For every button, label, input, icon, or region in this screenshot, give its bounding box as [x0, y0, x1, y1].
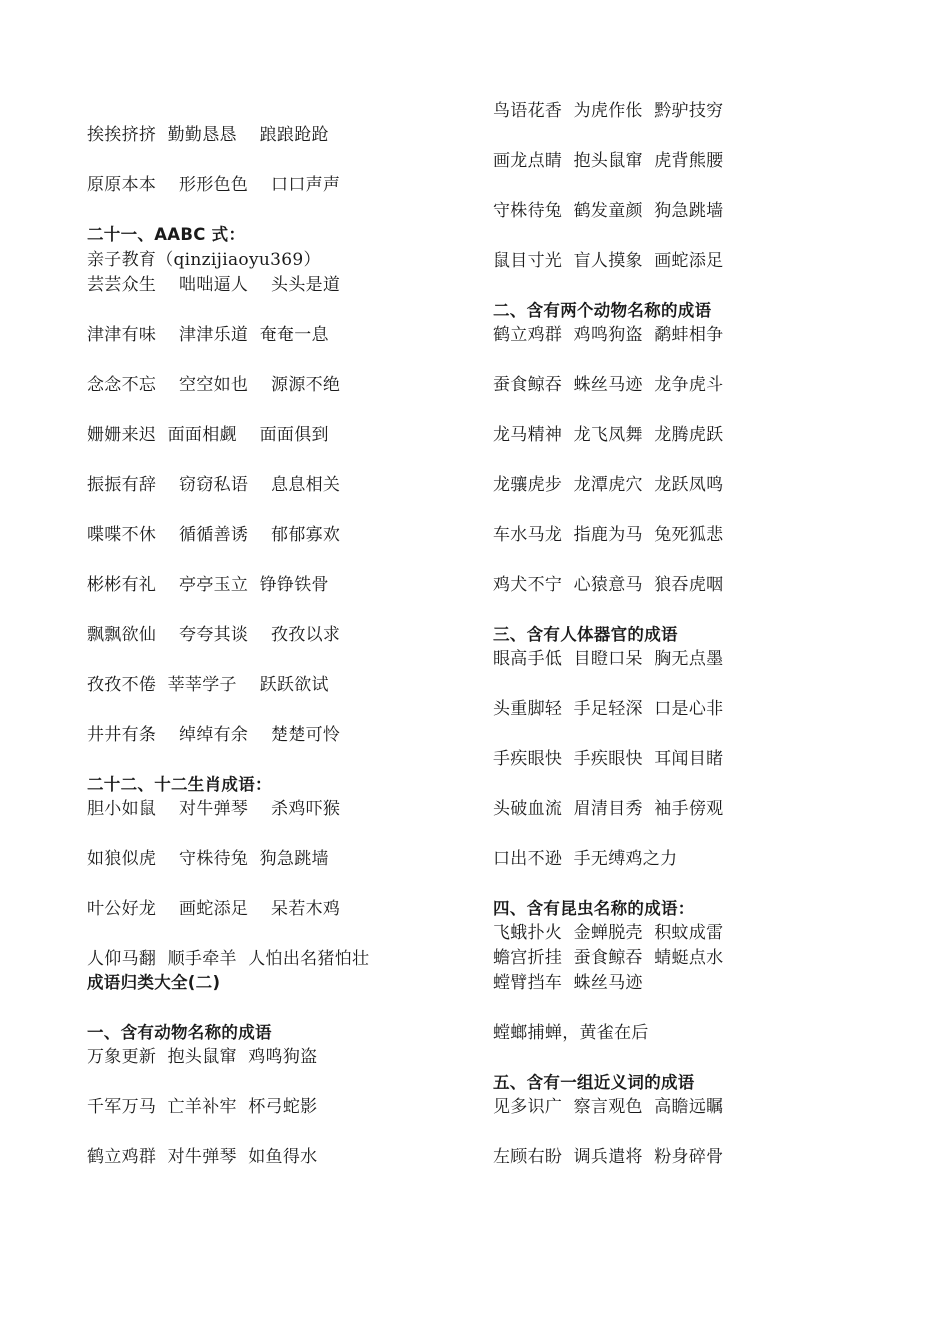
section-heading: 二、含有两个动物名称的成语	[493, 301, 712, 320]
idiom-line: 原原本本 形形色色 口口声声	[87, 175, 341, 195]
idiom-line: 如狼似虎 守株待兔 狗急跳墙	[87, 849, 329, 869]
idiom-line: 津津有味 津津乐道 奄奄一息	[87, 325, 329, 345]
idiom-line: 头破血流 眉清目秀 袖手傍观	[493, 799, 724, 819]
idiom-line: 龙马精神 龙飞凤舞 龙腾虎跃	[493, 425, 724, 445]
idiom-line: 手疾眼快 手疾眼快 耳闻目睹	[493, 749, 724, 769]
idiom-line: 孜孜不倦 莘莘学子 跃跃欲试	[87, 675, 329, 695]
idiom-line: 头重脚轻 手足轻深 口是心非	[493, 699, 724, 719]
idiom-line: 万象更新 抱头鼠窜 鸡鸣狗盗	[87, 1047, 318, 1067]
idiom-line: 龙骧虎步 龙潭虎穴 龙跃凤鸣	[493, 475, 724, 495]
idiom-line: 人仰马翻 顺手牵羊 人怕出名猪怕壮	[87, 949, 370, 969]
idiom-line: 鸡犬不宁 心猿意马 狼吞虎咽	[493, 575, 724, 595]
idiom-line: 螳臂挡车 蛛丝马迹	[493, 973, 643, 993]
idiom-line: 飘飘欲仙 夸夸其谈 孜孜以求	[87, 625, 341, 645]
idiom-line: 蚕食鲸吞 蛛丝马迹 龙争虎斗	[493, 375, 724, 395]
document-title: 成语归类大全(二)	[87, 973, 221, 992]
idiom-line: 飞蛾扑火 金蝉脱壳 积蚊成雷	[493, 923, 724, 943]
idiom-line: 螳螂捕蝉，黄雀在后	[493, 1023, 649, 1043]
section-heading: 四、含有昆虫名称的成语：	[493, 899, 695, 918]
idiom-line: 眼高手低 目瞪口呆 胸无点墨	[493, 649, 724, 669]
section-heading: 二十一、AABC 式：	[87, 225, 246, 244]
idiom-line: 见多识广 察言观色 高瞻远瞩	[493, 1097, 724, 1117]
idiom-line: 画龙点睛 抱头鼠窜 虎背熊腰	[493, 151, 724, 171]
idiom-line: 蟾宫折挂 蚕食鲸吞 蜻蜓点水	[493, 948, 724, 968]
idiom-line: 念念不忘 空空如也 源源不绝	[87, 375, 341, 395]
idiom-line: 千军万马 亡羊补牢 杯弓蛇影	[87, 1097, 318, 1117]
section-heading: 五、含有一组近义词的成语	[493, 1073, 695, 1092]
section-heading: 一、含有动物名称的成语	[87, 1023, 272, 1042]
idiom-line: 姗姗来迟 面面相觑 面面俱到	[87, 425, 329, 445]
idiom-line: 彬彬有礼 亭亭玉立 铮铮铁骨	[87, 575, 329, 595]
idiom-line: 口出不逊 手无缚鸡之力	[493, 849, 678, 869]
idiom-line: 鸟语花香 为虎作伥 黔驴技穷	[493, 101, 724, 121]
source-note: 亲子教育（qinzijiaoyu369）	[87, 250, 321, 270]
idiom-line: 左顾右盼 调兵遣将 粉身碎骨	[493, 1147, 724, 1167]
idiom-line: 守株待兔 鹤发童颜 狗急跳墙	[493, 201, 724, 221]
idiom-line: 鹤立鸡群 鸡鸣狗盗 鹬蚌相争	[493, 325, 724, 345]
idiom-line: 挨挨挤挤 勤勤恳恳 踉踉跄跄	[87, 125, 329, 145]
idiom-line: 鹤立鸡群 对牛弹琴 如鱼得水	[87, 1147, 318, 1167]
idiom-line: 车水马龙 指鹿为马 兔死狐悲	[493, 525, 724, 545]
idiom-line: 井井有条 绰绰有余 楚楚可怜	[87, 725, 341, 745]
section-heading: 二十二、十二生肖成语：	[87, 775, 272, 794]
idiom-line: 鼠目寸光 盲人摸象 画蛇添足	[493, 251, 724, 271]
section-heading: 三、含有人体器官的成语	[493, 625, 678, 644]
idiom-line: 芸芸众生 咄咄逼人 头头是道	[87, 275, 341, 295]
idiom-line: 喋喋不休 循循善诱 郁郁寡欢	[87, 525, 341, 545]
idiom-line: 胆小如鼠 对牛弹琴 杀鸡吓猴	[87, 799, 341, 819]
idiom-line: 叶公好龙 画蛇添足 呆若木鸡	[87, 899, 341, 919]
idiom-line: 振振有辞 窃窃私语 息息相关	[87, 475, 341, 495]
